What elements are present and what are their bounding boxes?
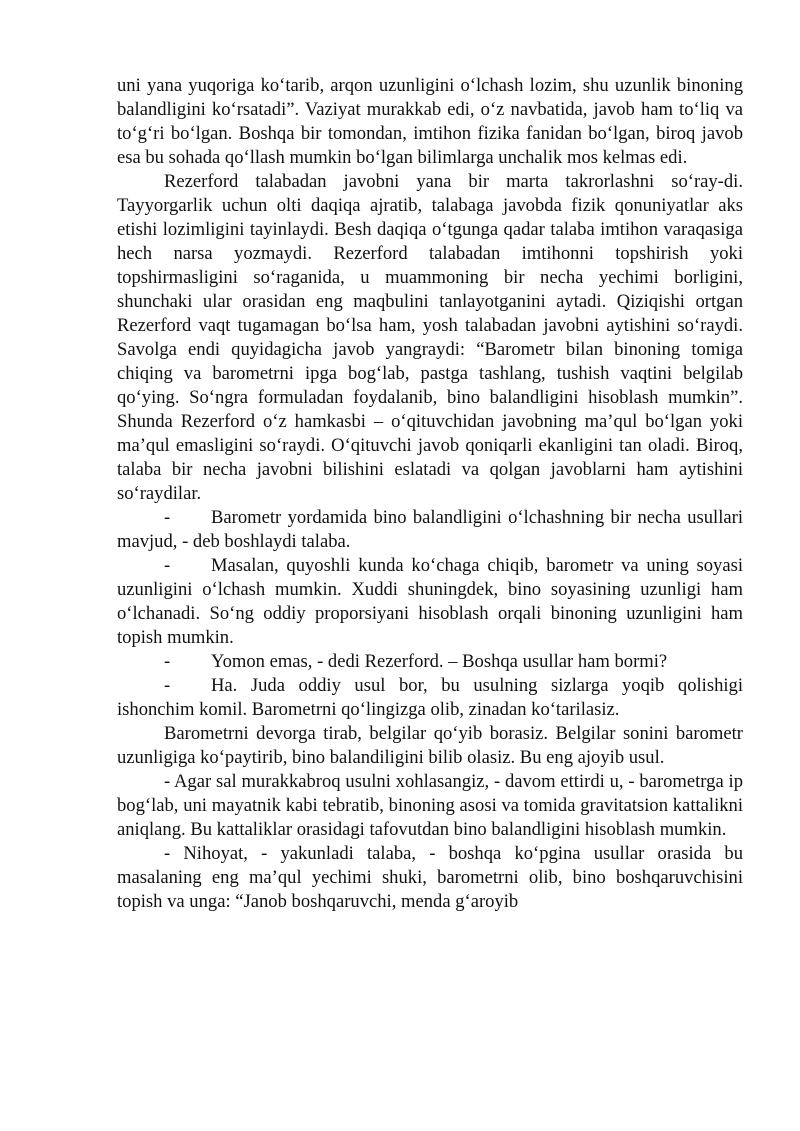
paragraph-continuation: uni yana yuqoriga ko‘tarib, arqon uzunligini o‘lchash lozim, shu uzunlik binoning balandligini ko‘rsatadi”. Vaziyat murakkab edi, o‘z navbatida, javob ham to‘liq va to‘g‘ri bo‘lgan. Boshqa bir tomondan, imtihon fizika fanidan bo‘lgan, biroq javob esa bu sohada qo‘llash mumkin bo‘lgan bilimlarga unchalik mos kelmas edi. <box>117 75 743 168</box>
dialogue-dash: - <box>164 507 171 528</box>
dialogue-dash: - <box>164 651 171 672</box>
dialogue-dash: - <box>164 675 171 696</box>
paragraph-marks-method: Barometrni devorga tirab, belgilar qo‘yib borasiz. Belgilar sonini barometr uzunligiga ko‘paytirib, bino balandiligini bilib olasiz. Bu eng ajoyib usul. <box>117 723 743 768</box>
dialogue-line-rezerford-reply <box>117 650 743 674</box>
paragraph-pendulum-method: - Agar sal murakkabroq usulni xohlasangiz, - davom ettirdi u, - barometrga ip bog‘lab, uni mayatnik kabi tebratib, binoning asosi va tomida gravitatsion kattalikni aniqlang. Bu kattaliklar orasidagi tafovutdan bino balandligini hisoblash mumkin. <box>117 771 743 840</box>
dialogue-text: Yomon emas, - dedi Rezerford. – Boshqa usullar ham bormi? <box>211 651 668 672</box>
dialogue-line-shadow-method <box>117 554 743 650</box>
paragraph-rezerford-asks: Rezerford talabadan javobni yana bir marta takrorlashni so‘ray-di. Tayyorgarlik uchun olti daqiqa ajratib, talabaga javobda fizik qonuniyatlar aks etishi lozimligini tayinlaydi. Besh daqiqa o‘tgunga qadar talaba imtihon varaqasiga hech narsa yozmaydi. Rezerford talabadan imtihonni topshirish yoki topshirmasligini so‘raganida, u muammoning bir necha yechimi borligini, shunchaki ular orasidan eng maqbulini tanlayotganini aytadi. Qiziqishi ortgan Rezerford vaqt tugamagan bo‘lsa ham, yosh talabadan javobni aytishini so‘raydi. Savolga endi quyidagicha javob yangraydi: “Barometr bilan binoning tomiga chiqing va barometrni ipga bog‘lab, pastga tashlang, tushish vaqtini belgilab qo‘ying. So‘ngra formuladan foydalanib, bino balandligini hisoblash mumkin”. Shunda Rezerford o‘z hamkasbi – o‘qituvchidan javobning ma’qul bo‘lgan yoki ma’qul emasligini so‘raydi. O‘qituvchi javob qoniqarli ekanligini tan oladi. Biroq, talaba bir necha javobni bilishini eslatadi va qolgan javoblarni ham aytishini so‘raydilar. <box>117 171 743 504</box>
dialogue-text: Ha. Juda oddiy usul bor, bu usulning sizlarga yoqib qolishigi ishonchim komil. Barometrni qo‘lingizga olib, zinadan ko‘tarilasiz. <box>117 675 743 720</box>
dialogue-dash: - <box>164 555 171 576</box>
dialogue-line-methods-intro <box>117 506 743 554</box>
document-page <box>117 74 743 914</box>
dialogue-text: Masalan, quyoshli kunda ko‘chaga chiqib, barometr va uning soyasi uzunligini o‘lchash mumkin. Xuddi shuningdek, bino soyasining uzunligi ham o‘lchanadi. So‘ng oddiy proporsiyani hisoblash orqali binoning uzunligini ham topish mumkin. <box>117 555 743 648</box>
dialogue-line-stairs-method <box>117 674 743 722</box>
paragraph-final-method: - Nihoyat, - yakunladi talaba, - boshqa ko‘pgina usullar orasida bu masalaning eng ma’qul yechimi shuki, barometrni olib, bino boshqaruvchisini topish va unga: “Janob boshqaruvchi, menda g‘aroyib <box>117 843 743 912</box>
dialogue-text: Barometr yordamida bino balandligini o‘lchashning bir necha usullari mavjud, - deb boshlaydi talaba. <box>117 507 743 552</box>
